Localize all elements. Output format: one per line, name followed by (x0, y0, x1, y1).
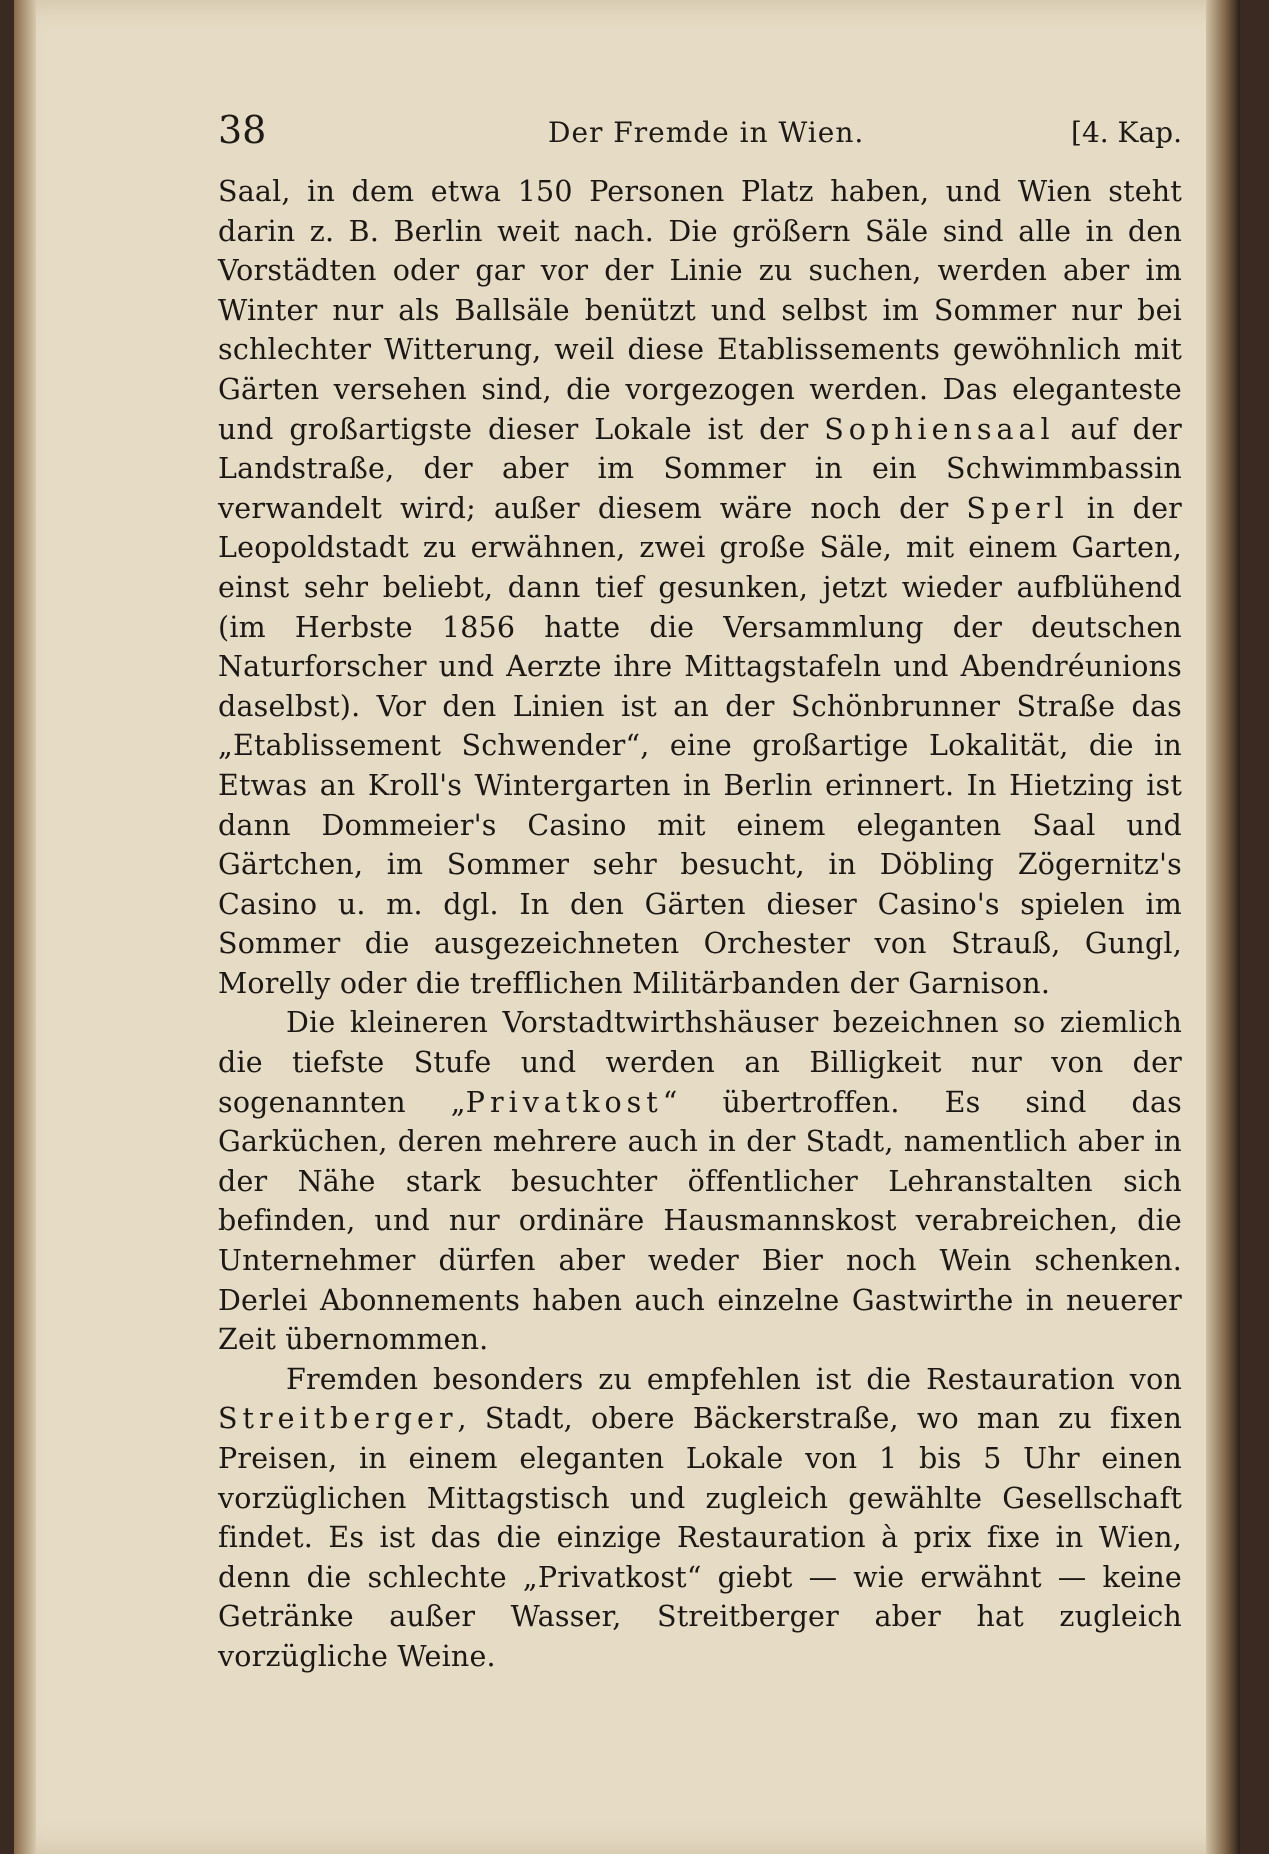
emphasis-sperl: Sperl (966, 491, 1069, 525)
chapter-reference: [4. Kap. (1071, 116, 1182, 149)
running-title: Der Fremde in Wien. (548, 116, 865, 149)
paragraph-3-text-a: Fremden besonders zu empfehlen ist die Restauration von (286, 1362, 1182, 1396)
page-header (218, 108, 1182, 158)
paragraph-1-text-e: in der Leopoldstadt zu erwähnen, zwei große Säle, mit einem Garten, einst sehr beliebt, dann tief gesunken, jetzt wieder aufblühend (im Herbste 1856 hatte die Versammlung der deutschen Naturforscher und Aerzte ihre Mittagstafeln und Abendréunions daselbst). Vor den Linien ist an der Schönbrunner Straße das „Etablissement Schwender“, eine großartige Lokalität, die in Etwas an Kroll's Wintergarten in Berlin erinnert. In Hietzing ist dann Dommeier's Casino mit einem eleganten Saal und Gärtchen, im Sommer sehr besucht, in Döbling Zögernitz's Casino u. m. dgl. In den Gärten dieser Casino's spielen im Sommer die ausgezeichneten Orchester von Strauß, Gungl, Morelly oder die trefflichen Militärbanden der Garnison. (218, 491, 1182, 1000)
paragraph-3 (218, 1360, 1182, 1677)
page-number: 38 (218, 108, 267, 152)
paragraph-1-text-a: Saal, in dem etwa 150 Personen Platz haben, und Wien steht darin z. B. Berlin weit nach. Die größern Säle sind alle in den Vorstädten oder gar vor der Linie zu suchen, werden aber im Winter nur als Ballsäle benützt und selbst im Sommer nur bei schlechter Witterung, weil diese Etablissements gewöhnlich mit Gärten versehen sind, die vorgezogen werden. Das eleganteste und großartigste dieser Lokale ist der (218, 175, 1182, 446)
emphasis-sophiensaal: Sophiensaal (824, 412, 1055, 446)
emphasis-streitberger: Streitberger (218, 1402, 458, 1436)
emphasis-privatkost: Privatkost (465, 1085, 663, 1119)
book-binding-edge (1206, 0, 1240, 1854)
paragraph-1 (218, 172, 1182, 1003)
paragraph-2-text-a: Die kleineren Vorstadtwirthshäuser bezeichnen so ziemlich die tiefste Stufe und werden an Billigkeit nur von der sogenannten „ (218, 1006, 1182, 1119)
body-text (218, 172, 1182, 1677)
paragraph-3-text-c: , Stadt, obere Bäckerstraße, wo man zu fixen Preisen, in einem eleganten Lokale von 1 bis 5 Uhr einen vorzüglichen Mittagstisch und zugleich gewählte Gesellschaft findet. Es ist das die einzige Restauration à prix fixe in Wien, denn die schlechte „Privatkost“ giebt — wie erwähnt — keine Getränke außer Wasser, Streitberger aber hat zugleich vorzügliche Weine. (218, 1402, 1182, 1673)
paragraph-2 (218, 1003, 1182, 1359)
paragraph-1-text-c: auf der Landstraße, der aber im Sommer in ein Schwimmbassin verwandelt wird; außer diesem wäre noch der (218, 412, 1182, 525)
paragraph-2-text-c: “ übertroffen. Es sind das Garküchen, deren mehrere auch in der Stadt, namentlich aber in der Nähe stark besuchter öffentlicher Lehranstalten sich befinden, und nur ordinäre Hausmannskost verabreichen, die Unternehmer dürfen aber weder Bier noch Wein schenken. Derlei Abonnements haben auch einzelne Gastwirthe in neuerer Zeit übernommen. (218, 1085, 1182, 1357)
book-page (14, 0, 1240, 1854)
page-gutter (14, 0, 36, 1854)
